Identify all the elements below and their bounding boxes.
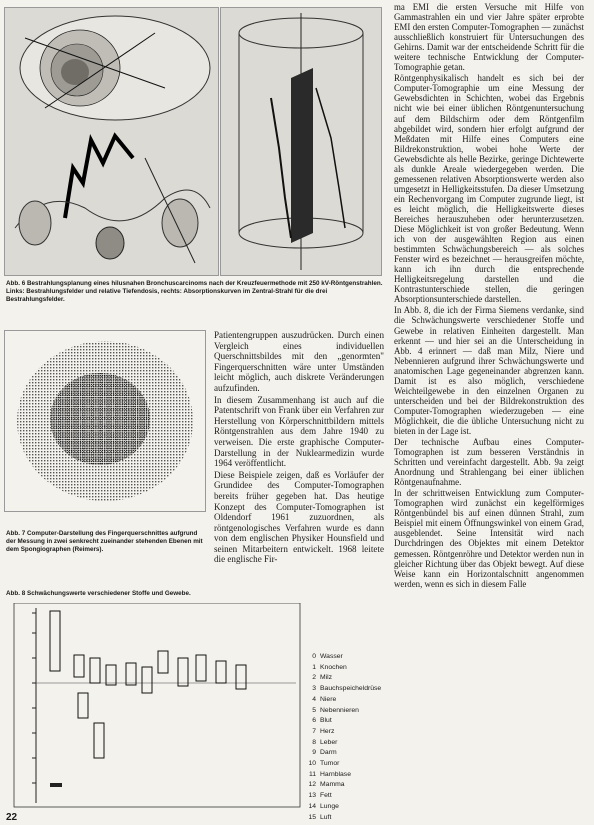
figure-6-caption: Abb. 6 Bestrahlungsplanung eines hilusnahen Bronchuscarcinoms nach der Kreuzfeuermethode mit 250 kV-Röntgenstrahlen. Links: Bestrahlungsfelder und relative Tiefendosis, rechts: Absorptionskurven im Zentral-Strahl für die drei Bestrahlungsfelder.: [6, 280, 383, 304]
legend-item: 8 Leber: [312, 738, 338, 746]
legend-item: 11 Harnblase: [308, 770, 351, 778]
legend-item: 13 Fett: [308, 792, 332, 800]
paragraph: In Abb. 8, die ich der Firma Siemens verdanke, sind die Schwächungswerte verschiedener Stoffe und Gewebe in relativen Einheiten dargestellt. Man erkennt — und hier sei an die Unterscheidung in Abb. 4 erinnert — daß man Milz, Niere und Nebennieren aufgrund ihrer Schwächungswerte und anatomischen Lage gegeneinander abgrenzen kann. Damit ist es also möglich, verschiedene Weichteilgewebe in den einzelnen Organen zu unterscheiden und bei der Bildrekonstruktion des Computer-Tomographen wiederzugeben — eine Möglichkeit, die die übliche Untersuchung nicht zu bieten in der Lage ist.: [394, 305, 584, 436]
legend-item: 15 Luft: [308, 813, 332, 821]
paragraph: Der technische Aufbau eines Computer-Tomographen ist zum besseren Verständnis in Schritten und vereinfacht dargestellt. Abb. 9a zeigt Anordnung und Strahlengang bei einer üblichen Röntgenaufnahme.: [394, 437, 584, 488]
middle-text-column: [214, 330, 384, 566]
figure-7-caption: Abb. 7 Computer-Darstellung des Fingerquerschnittes aufgrund der Messung in zwei senkrecht zueinander stehenden Ebenen mit dem Spongiographen (Reimers).: [6, 530, 203, 554]
paragraph: In diesem Zusammenhang ist auch auf die Patentschrift von Frank über ein Verfahren zur Herstellung von Körperschnittbildern mittels Röntgenstrahlen aus dem Jahre 1940 zu verweisen. Die erste graphische Computer-Darstellung in der Nuklearmedizin wurde 1964 veröffentlicht.: [214, 394, 384, 469]
legend-item: 2 Milz: [312, 674, 333, 682]
figure-6-right-drawing: [220, 7, 382, 276]
legend-item: 12 Mamma: [308, 781, 345, 789]
figure-7-image: [4, 330, 206, 512]
right-text-column: [394, 2, 584, 590]
page-number: 22: [6, 812, 18, 823]
paragraph: Patientengruppen auszudrücken. Durch einen Vergleich eines individuellen Querschnittsbildes mit den „genormten" Fingerquerschnitten wäre unter Umständen leicht möglich, auch diskrete Veränderungen aufzufinden.: [214, 330, 384, 393]
figure-6-left-drawing: [4, 7, 219, 276]
figure-8-caption: Abb. 8 Schwächungswerte verschiedener Stoffe und Gewebe.: [6, 590, 191, 597]
legend-item: 3 Bauchspeicheldrüse: [312, 685, 382, 693]
legend-item: 0 Wasser: [312, 653, 343, 660]
paragraph: ma EMI die ersten Versuche mit Hilfe von Gammastrahlen ein und vier Jahre später erprobte EMI den ersten Computer-Tomographen — zunächst ausschließlich konstruiert für Untersuchungen des Gehirns. Damit war der entscheidende Schritt für die weitere technische Entwicklung der Computer-Tomographie getan.: [394, 2, 584, 73]
legend-item: 1 Knochen: [312, 663, 347, 671]
legend-item: 14 Lunge: [308, 802, 339, 810]
paragraph: Röntgenphysikalisch handelt es sich bei der Computer-Tomographie um eine Messung der Gewebsdichten in Schichten, wobei das Ergebnis nicht wie bei einer üblichen Röntgenuntersuchung auf dem Bildschirm oder dem Röntgenfilm abgebildet wird, sondern hier erfolgt aufgrund der Meßdaten mit Hilfe eines Computers eine Bildrekonstruktion, wobei hohe Werte der Gewebsdichte als helle Bezirke, geringe Dichtewerte als dunkle Areale wiedergegeben werden. Die gemessenen relativen Absorptionswerte werden also umgesetzt in Helligkeitsstufen. Da dieser Umsetzung ein Rechenvorgang im Computer zugrunde liegt, ist es leicht möglich, die Helligkeitswerte dieses Bereiches herauszuheben oder herunterzusetzen. Diese Möglichkeit ist von großer Bedeutung. Wenn ich von der ausgewählten Region aus einen bestimmten Schwächungsbereich — als solches Fenster wird es bezeichnet — herausgreifen möchte, kann ich ihn durch die entsprechende Helligkeitsregelung darstellen und die Kontrastunterschiede stellen, die geringen Absorptionsunterschiede darstellen.: [394, 73, 584, 305]
paragraph: In der schrittweisen Entwicklung zum Computer-Tomographen wird zunächst ein kegelförmiges Röntgenbündel bis auf einen dünnen Strahl, zum Beispiel mit einem Öffnungswinkel von einem Grad, ausgeblendet. Seine Intensität wird nach Durchdringen des Objektes mit einem Detektor gemessen. Röntgenröhre und Detektor werden nun in gleicher Richtung über das Objekt bewegt. Auf diese Weise kann ein Horizontalschnitt angenommen werden, wenn es sich in diesem Falle: [394, 488, 584, 589]
legend-item: 10 Tumor: [308, 760, 340, 768]
figure-8-chart: [6, 603, 302, 808]
paragraph: Diese Beispiele zeigen, daß es Vorläufer der Grundidee des Computer-Tomographen bereits früher gegeben hat. Das heutige Konzept des Computer-Tomographen ist Oldendorf 1961 zuzuordnen, als röntgenologisches Verfahren wurde es dann von dem englischen Physiker Hounsfield und seinen Mitarbeitern entwickelt. 1968 leitete die englische Fir-: [214, 469, 384, 565]
legend-item: 4 Niere: [312, 695, 337, 703]
legend-item: 5 Nebennieren: [312, 706, 359, 714]
figure-8-legend: [300, 652, 381, 823]
legend-item: 9 Darm: [312, 749, 337, 757]
legend-item: 7 Herz: [312, 727, 335, 735]
legend-item: 6 Blut: [312, 717, 332, 725]
